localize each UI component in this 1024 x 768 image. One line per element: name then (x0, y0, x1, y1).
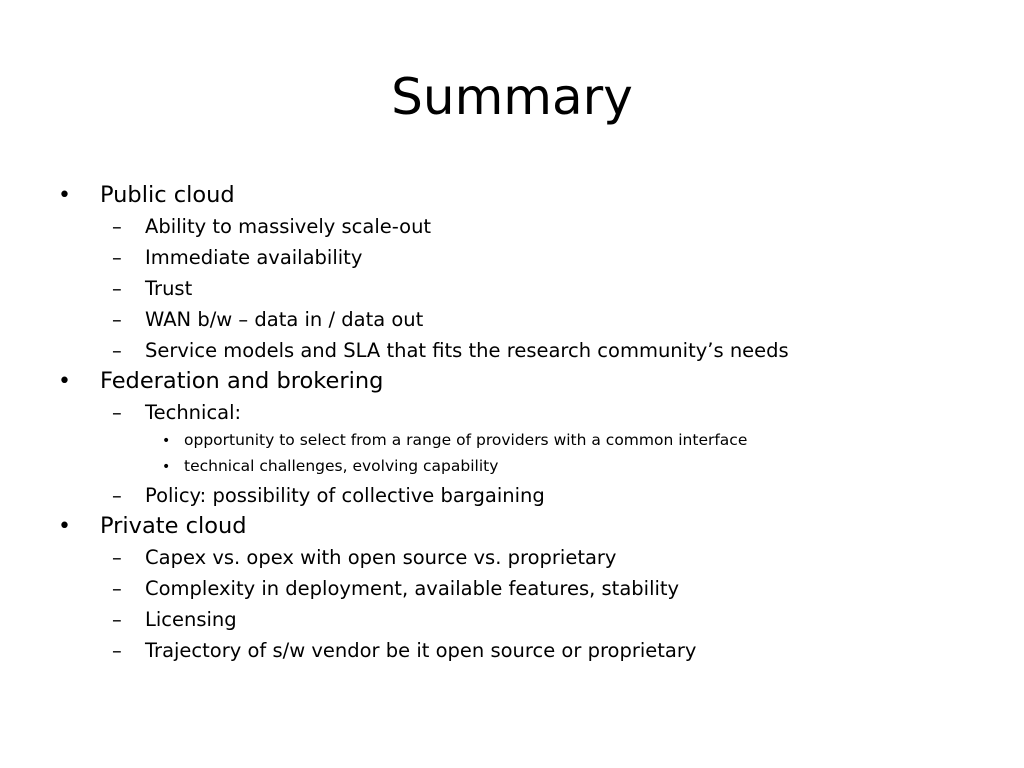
sub-bullet (58, 542, 988, 573)
sub-bullet (58, 335, 988, 366)
sub-bullet (58, 397, 988, 428)
bullet-list (58, 180, 988, 666)
sub-bullet-label: Trajectory of s/w vendor be it open source or proprietary (145, 639, 697, 662)
bullet-dot-icon: • (162, 433, 171, 449)
bullet-public-cloud (58, 180, 988, 211)
en-dash-icon: – (112, 246, 122, 269)
sub-bullet-label: Technical: (145, 401, 242, 424)
bullet-label: Private cloud (100, 513, 247, 539)
sub-bullet-label: Licensing (145, 608, 237, 631)
slide-title: Summary (391, 68, 633, 126)
sub-bullet-label: WAN b/w – data in / data out (145, 308, 424, 331)
bullet-federation-and-brokering (58, 366, 988, 397)
bullet-dot-icon: • (58, 183, 71, 208)
en-dash-icon: – (112, 215, 122, 238)
sub-bullet-label: Complexity in deployment, available features, stability (145, 577, 680, 600)
sub-bullet (58, 242, 988, 273)
en-dash-icon: – (112, 484, 122, 507)
sub-bullet (58, 304, 988, 335)
sub-bullet (58, 604, 988, 635)
en-dash-icon: – (112, 608, 122, 631)
bullet-dot-icon: • (58, 369, 71, 394)
sub-bullet-label: Policy: possibility of collective bargaining (145, 484, 545, 507)
sub-bullet (58, 635, 988, 666)
en-dash-icon: – (112, 277, 122, 300)
sub-sub-bullet-label: technical challenges, evolving capability (184, 457, 499, 475)
sub-bullet (58, 480, 988, 511)
sub-bullet-label: Ability to massively scale-out (145, 215, 432, 238)
sub-bullet-label: Capex vs. opex with open source vs. proprietary (145, 546, 617, 569)
sub-bullet (58, 573, 988, 604)
bullet-private-cloud (58, 511, 988, 542)
sub-sub-bullet (58, 428, 988, 454)
sub-sub-bullet (58, 454, 988, 480)
sub-bullet-label: Service models and SLA that fits the research community’s needs (145, 339, 789, 362)
en-dash-icon: – (112, 577, 122, 600)
en-dash-icon: – (112, 546, 122, 569)
bullet-dot-icon: • (162, 459, 171, 475)
bullet-dot-icon: • (58, 514, 71, 539)
bullet-label: Public cloud (100, 182, 235, 208)
sub-bullet-label: Immediate availability (145, 246, 363, 269)
sub-bullet-label: Trust (145, 277, 193, 300)
sub-sub-bullet-label: opportunity to select from a range of providers with a common interface (184, 431, 748, 449)
en-dash-icon: – (112, 308, 122, 331)
en-dash-icon: – (112, 639, 122, 662)
bullet-label: Federation and brokering (100, 368, 384, 394)
en-dash-icon: – (112, 339, 122, 362)
sub-bullet (58, 273, 988, 304)
sub-bullet (58, 211, 988, 242)
en-dash-icon: – (112, 401, 122, 424)
